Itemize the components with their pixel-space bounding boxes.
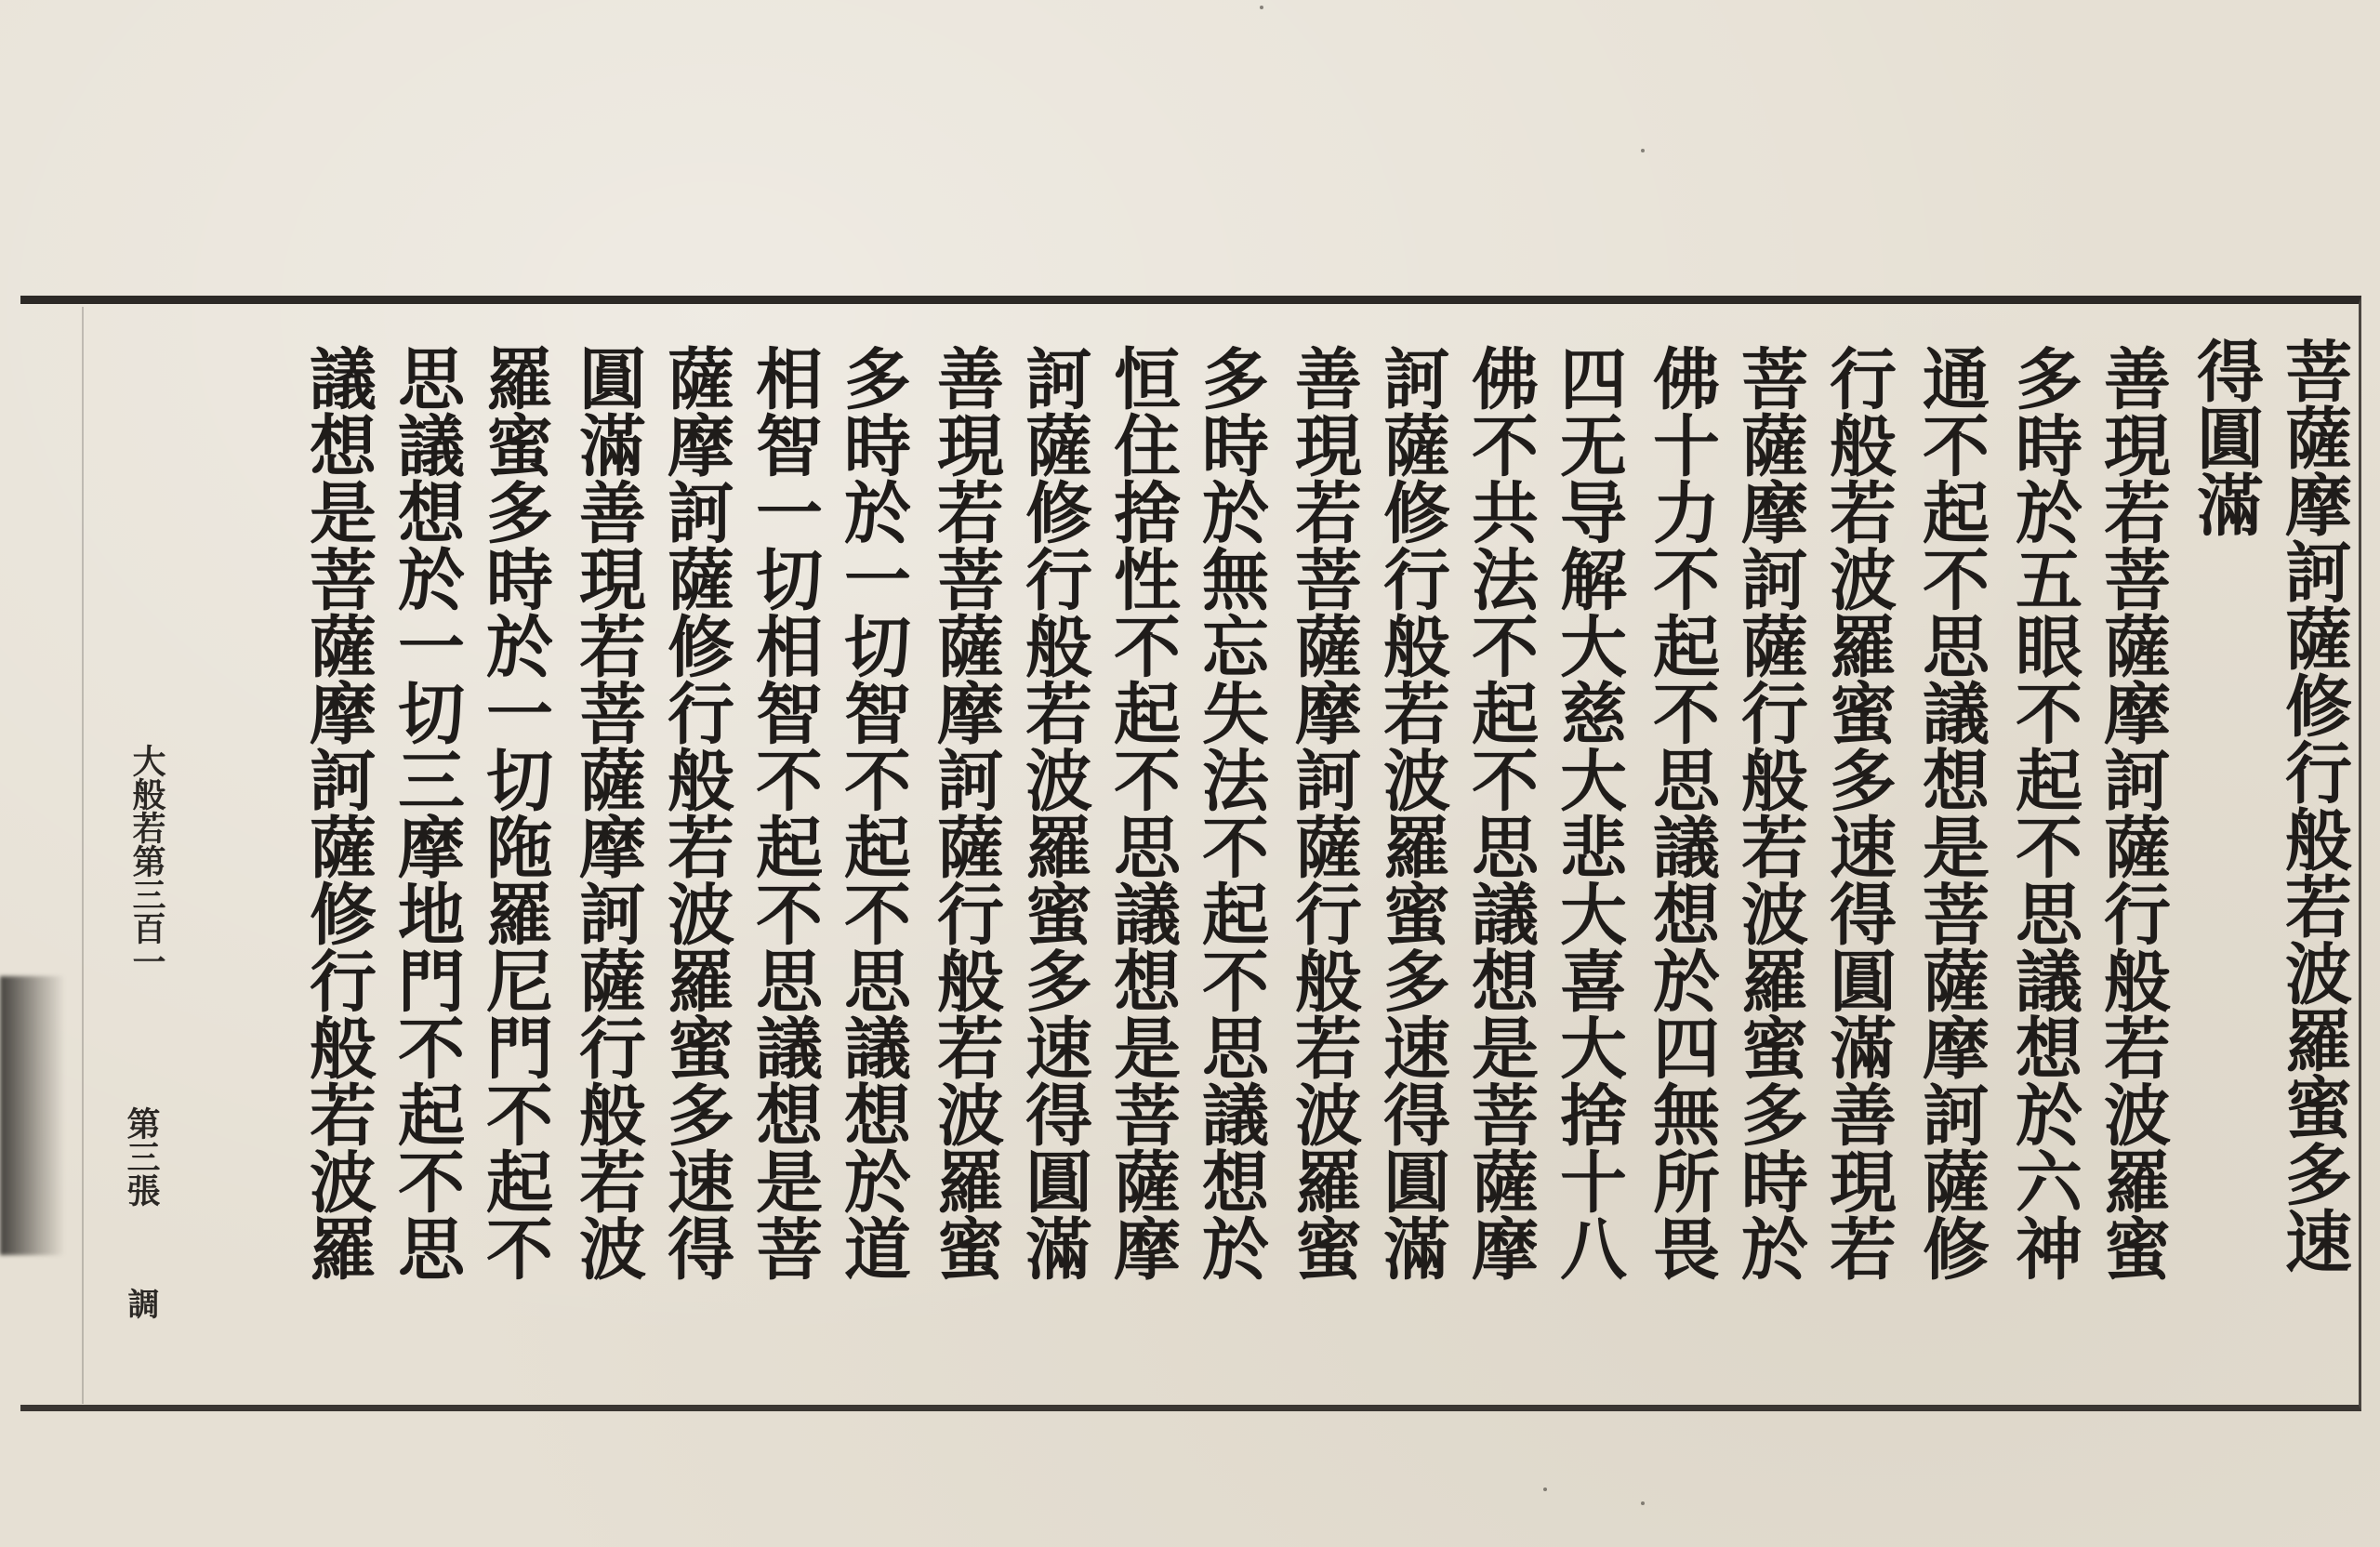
text-column-4: 多時於五眼不起不思議想於六神 (2004, 344, 2083, 1281)
text-column-8: 佛十力不起不思議想於四無所畏 (1642, 344, 1721, 1281)
text-column-16: 善現若菩薩摩訶薩行般若波羅蜜 (926, 344, 1005, 1281)
text-column-12: 善現若菩薩摩訶薩行般若波羅蜜 (1284, 344, 1363, 1281)
text-column-23: 議想是菩薩摩訶薩修行般若波羅 (298, 344, 377, 1281)
text-column-1: 菩薩摩訶薩修行般若波羅蜜多速 (2274, 337, 2353, 1274)
text-column-2: 得圓滿 (2186, 337, 2265, 537)
text-column-11: 訶薩修行般若波羅蜜多速得圓滿 (1372, 344, 1451, 1281)
text-column-21: 羅蜜多時於一切陁羅尼門不起不 (475, 344, 554, 1281)
margin-page-number: 第三張 (122, 1106, 161, 1207)
text-column-19: 薩摩訶薩修行般若波羅蜜多速得 (656, 344, 735, 1281)
text-column-20: 圓滿善現若菩薩摩訶薩行般若波 (568, 344, 647, 1281)
margin-carver-mark: 調 (122, 1288, 159, 1319)
ink-speck (1260, 6, 1263, 9)
text-column-9: 四无导解大慈大悲大喜大捨十八 (1549, 344, 1628, 1281)
text-column-22: 思議想於一切三摩地門不起不思 (387, 344, 466, 1281)
text-column-6: 行般若波羅蜜多速得圓滿善現若 (1818, 344, 1897, 1281)
text-column-18: 相智一切相智不起不思議想是菩 (745, 344, 824, 1281)
text-column-7: 菩薩摩訶薩行般若波羅蜜多時於 (1730, 344, 1809, 1281)
ink-smudge-edge (0, 976, 65, 1255)
text-column-5: 通不起不思議想是菩薩摩訶薩修 (1911, 344, 1990, 1281)
text-column-14: 恒住捨性不起不思議想是菩薩摩 (1103, 344, 1182, 1281)
text-column-15: 訶薩修行般若波羅蜜多速得圓滿 (1014, 344, 1093, 1281)
ink-speck (1641, 149, 1645, 152)
ink-speck (1641, 1501, 1645, 1505)
ink-speck (1543, 1488, 1547, 1491)
margin-title: 大般若第三百一 (127, 744, 166, 978)
text-column-3: 善現若菩薩摩訶薩行般若波羅蜜 (2093, 344, 2172, 1281)
inner-border-rule (82, 307, 84, 1404)
text-column-10: 佛不共法不起不思議想是菩薩摩 (1461, 344, 1540, 1281)
text-column-17: 多時於一切智不起不思議想於道 (833, 344, 912, 1281)
text-column-13: 多時於無忘失法不起不思議想於 (1191, 344, 1270, 1281)
